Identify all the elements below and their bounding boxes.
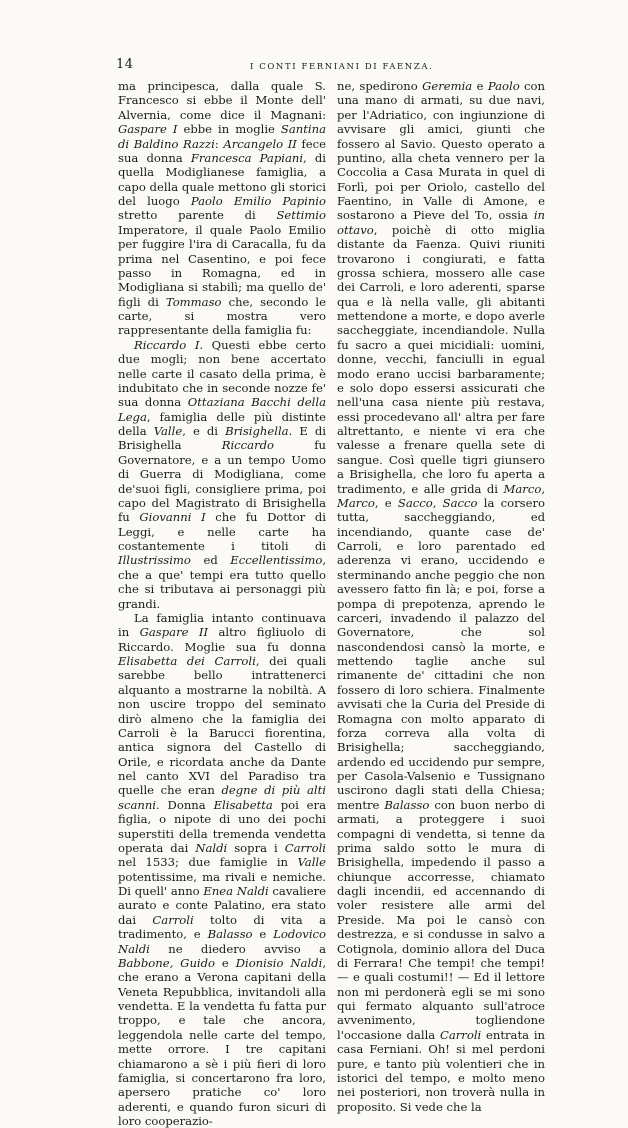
paragraph: Riccardo I. Questi ebbe certo due mogli; non bene accertato nelle carte il casato della prima, è indubitato che in seconde nozze fe' sua donna Ottaziana Bacchi della Lega, famiglia delle più distinte della Valle, e di Brisighella. E di Brisighella Riccardo fu Governatore, e a un tempo Uomo di Guerra di Modigliana, come de'suoi figli, consigliere prima, poi capo del Magistrato di Brisighella fu Giovanni I che fu Dottor di Leggi, e nelle carte ha costantemente i titoli di Illustrissimo ed Eccellentissimo, che a que' tempi era tutto quello che si tributava ai personaggi più grandi. xyxy=(118,337,327,611)
italic-name: Balasso xyxy=(384,797,430,812)
italic-name: Naldi xyxy=(195,840,228,855)
italic-name: Lodovico Naldi xyxy=(118,927,327,956)
italic-name: Balasso xyxy=(207,927,253,942)
italic-name: Brisighella xyxy=(225,424,289,438)
running-title: I CONTI FERNIANI DI FAENZA. xyxy=(250,62,434,72)
italic-name: Dionisio Naldi xyxy=(235,955,323,970)
italic-name: Tommaso xyxy=(165,294,222,309)
italic-name: Arcangelo II xyxy=(223,136,297,151)
italic-name: Babbone, Guido xyxy=(118,955,216,970)
paragraph: ma principesca, dalla quale S. Francesco si ebbe il Monte dell' Alvernia, come dice il Magnani: Gaspare I ebbe in moglie Santina di Baldino Razzi: Arcangelo II fece sua donna Francesca Papiani, di quella Modiglianese famiglia, a capo della quale mettono gli storici del luogo Paolo Emilio Papinio stretto parente di Settimio Imperatore, il quale Paolo Emilio per fuggire l'ira di Caracalla, fu da prima nel Casentino, e poi fece passo in Romagna, ed in Modigliana si stabilì; ma quello de' figli di Tommaso che, secondo le carte, si mostra vero rappresentante della famiglia fu: xyxy=(118,79,326,338)
italic-name: Valle xyxy=(153,424,183,438)
italic-name: Paolo xyxy=(487,79,520,93)
italic-name: Riccardo xyxy=(221,438,275,453)
right-column xyxy=(337,79,545,1114)
italic-name: degne di più alti scanni xyxy=(118,783,326,812)
italic-name: Carroli xyxy=(284,840,326,855)
italic-name: Elisabetta xyxy=(213,797,273,812)
paragraph: La famiglia intanto continuava in Gaspare II altro figliuolo di Riccardo. Moglie sua fu donna Elisabetta dei Carroli, dei quali sarebbe bello intrattenerci alquanto a mostrarne la nobiltà. A non uscire troppo del seminato dirò almeno che la famiglia dei Carroli è la Barucci fiorentina, antica signora del Castello di Orile, e ricordata anche da Dante nel canto XVI del Paradiso tra quelle che eran degne di più alti scanni. Donna Elisabetta poi era figlia, o nipote di uno dei pochi superstiti della tremenda vendetta operata dai Naldi sopra i Carroli nel 1533; due famiglie in Valle potentissime, ma rivali e nemiche. Di quell' anno Enea Naldi cavaliere aurato e conte Palatino, era stato dai Carroli tolto di vita a tradimento, e Balasso e Lodovico Naldi ne diedero avviso a Babbone, Guido e Dionisio Naldi, che erano a Verona capitani della Veneta Repubblica, invitandoli alla vendetta. E la vendetta fu fatta pur troppo, e tale che ancora, leggendola nelle carte del tempo, mette orrore. I tre capitani chiamarono a sè i più fieri di loro famiglia, si concertarono fra loro, apersero pratiche co' loro aderenti, e quando furon sicuri di loro cooperazio- xyxy=(118,610,327,1128)
italic-name: in ottavo xyxy=(337,208,545,237)
italic-name: Santina di Baldino Razzi xyxy=(118,122,326,151)
italic-name: Giovanni I xyxy=(139,510,206,525)
italic-name: Marco, Marco xyxy=(337,481,545,510)
italic-name: Riccardo I. xyxy=(134,337,204,352)
italic-name: Francesca Papiani xyxy=(190,150,304,165)
italic-name: Paolo Emilio Papinio xyxy=(190,194,326,208)
italic-name: Enea Naldi xyxy=(203,884,269,898)
italic-name: Carroli xyxy=(152,912,194,927)
italic-name: Geremia xyxy=(422,79,473,93)
italic-name: Ottaziana Bacchi della Lega xyxy=(118,395,326,424)
paragraph: ne, spedirono Geremia e Paolo con una mano di armati, su due navi, per l'Adriatico, con ingiunzione di avvisare gli amici, giunti che fossero al Savio. Questo operato a puntino, alla cheta vennero per la Coccolia a Casa Murata in quel di Forlì, poi per Oriolo, castello del Faentino, in Valle di Amone, e sostarono a Pieve del To, ossia in ottavo, poichè di otto miglia distante da Faenza. Quivi riuniti trovarono i congiurati, e fatta grossa schiera, mossero alle case dei Carroli, e loro aderenti, sparse qua e là nella valle, gli abitanti mettendone a morte, e dopo averle saccheggiate, incendiandole. Nulla fu sacro a quei micidiali: uomini, donne, vecchi, fanciulli in egual modo erano uccisi barbaramente; e solo dopo essersi assicurati che nell'una casa niente più restava, essi procedevano all' altra per fare altrettanto, e niente vi era che valesse a frenare quella sete di sangue. Così quelle tigri giunsero a Brisighella, che loro fu aperta a tradimento, e alle grida di Marco, Marco, e Sacco, Sacco la corsero tutta, saccheggiando, ed incendiando, quante case de' Carroli, e loro parentado ed aderenza vi erano, uccidendo e sterminando anche peggio che non avessero fatto fin là; e poi, forse a pompa di prepotenza, aprendo le carceri, invadendo il palazzo del Governatore, che sol nascondendosi cansò la morte, e mettendo taglie anche sul rimanente de' cittadini che non fossero di loro schiera. Finalmente avvisati che la Curia del Preside di Romagna con molto apparato di forza correva alla volta di Brisighella; saccheggiando, ardendo ed uccidendo pur sempre, per Casola-Valsenio e Tussignano uscirono dagli stati della Chiesa; mentre Balasso con buon nerbo di armati, a proteggere i suoi compagni di vendetta, si tenne da prima saldo sotto le mura di Brisighella, impedendo il passo a chiunque accorresse, chiamato dagli incendii, ed accennando di voler resistere alle armi del Preside. Ma poi le cansò con destrezza, e si condusse in salvo a Cotignola, dominio allora del Duca di Ferrara! Che tempi! che tempi! — e quali costumi!! — Ed il lettore non mi perdonerà egli se mi sono qui fermato alquanto sull'atroce avvenimento, togliendone l'occasione dalla Carroli entrata in casa Ferniani. Oh! si mel perdoni pure, e tanto più volentieri che in istorici del tempo, e molto meno nei posteriori, non troverà nulla in proposito. Si vede che la xyxy=(337,79,546,1114)
italic-name: Gaspare I xyxy=(118,122,178,137)
italic-name: Valle xyxy=(297,855,326,870)
italic-name: Elisabetta dei Carroli xyxy=(118,654,256,668)
italic-name: Illustrissimo xyxy=(118,553,191,568)
page-number: 14 xyxy=(116,57,134,72)
italic-name: Gaspare II xyxy=(139,625,209,640)
italic-name: Settimio xyxy=(276,208,326,223)
italic-name: Sacco, Sacco xyxy=(397,495,478,510)
left-column xyxy=(118,79,326,1128)
italic-name: Eccellentissimo xyxy=(230,553,323,568)
italic-name: Carroli xyxy=(439,1027,482,1042)
